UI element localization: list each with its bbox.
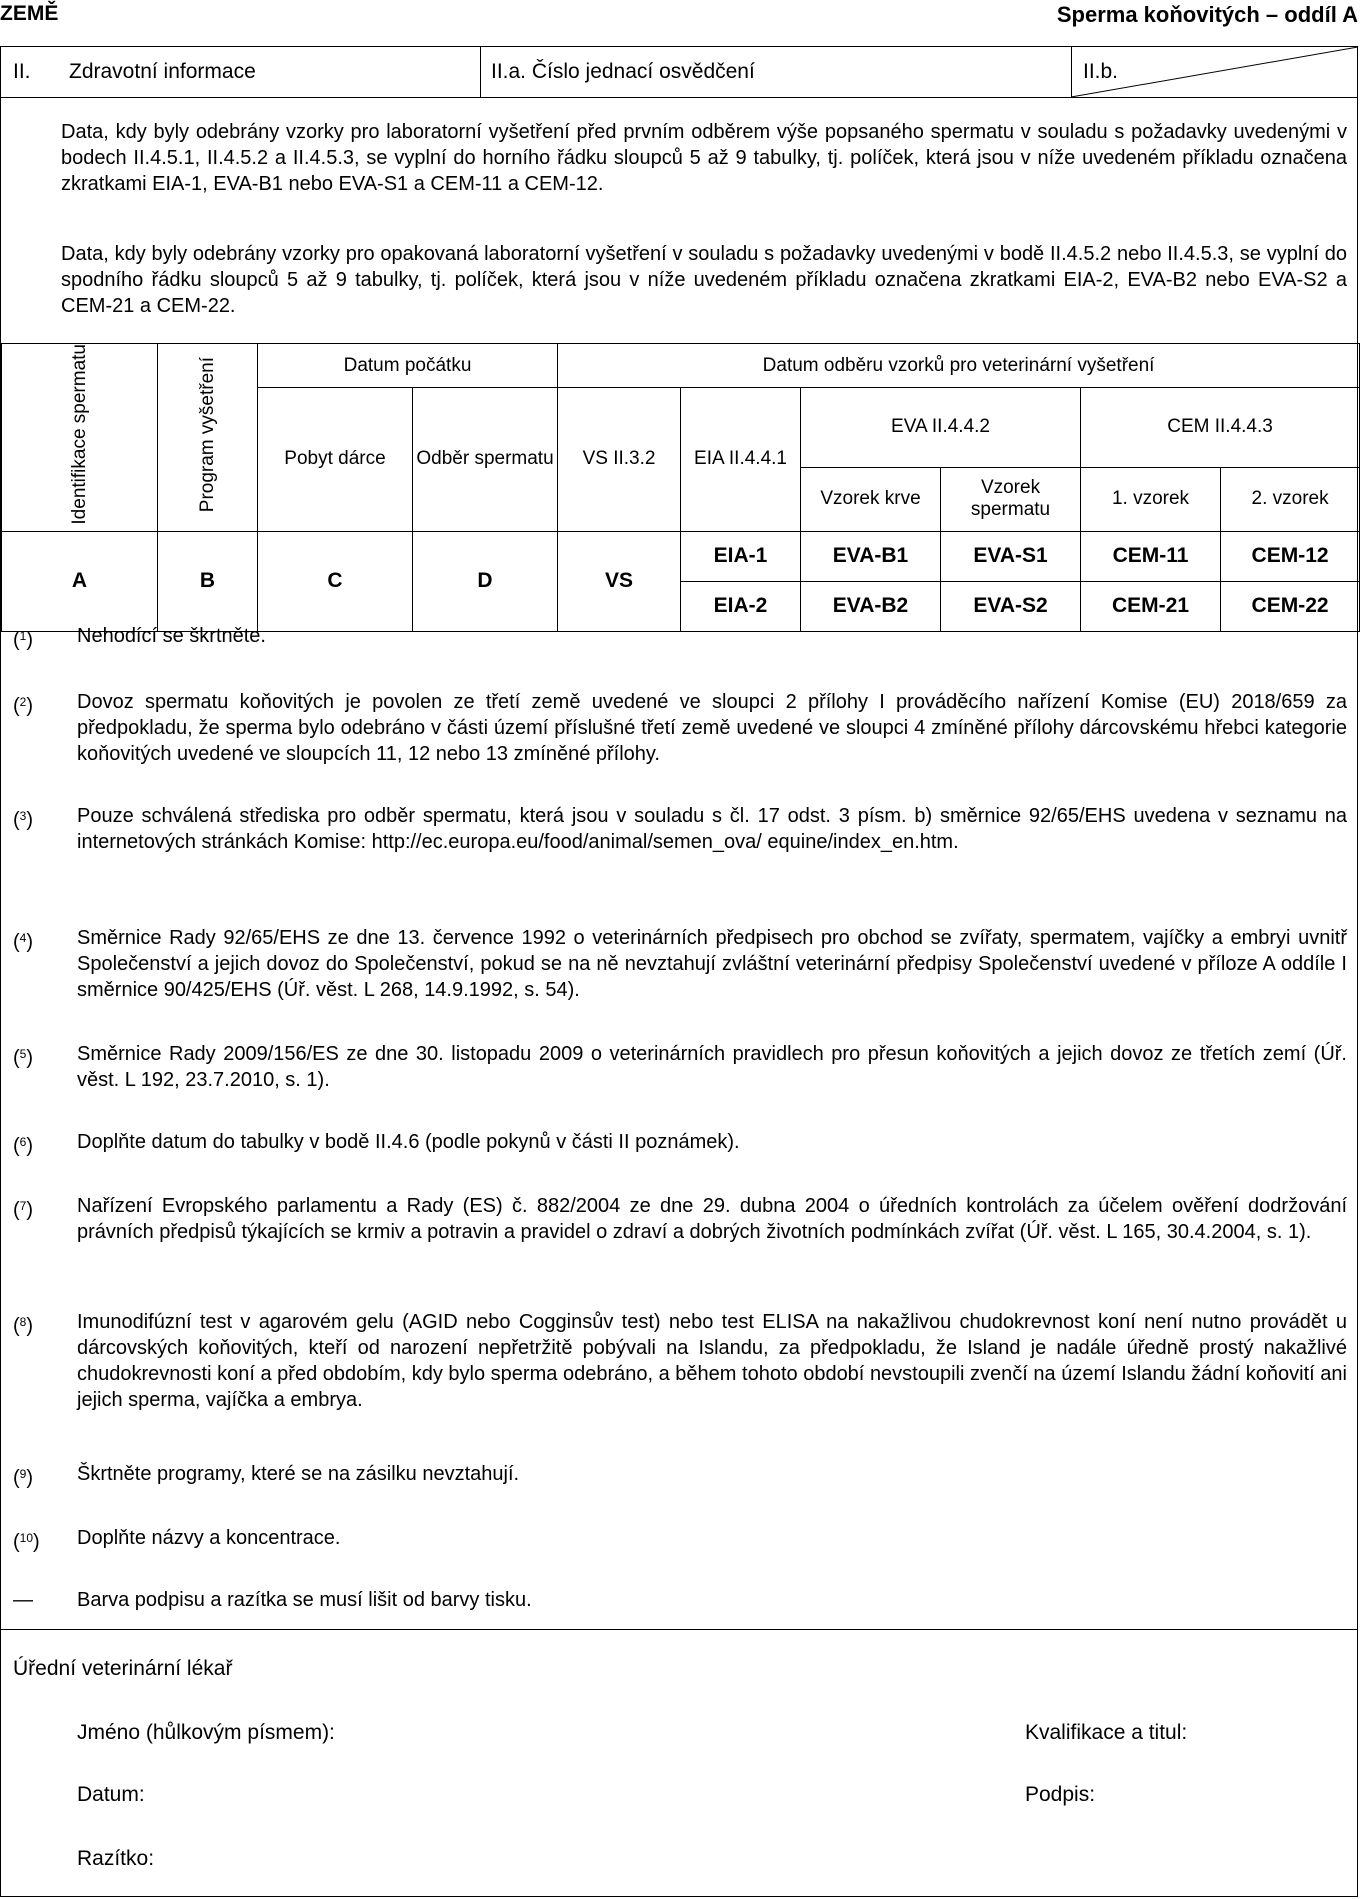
col-program-header: Program vyšetření [158, 344, 258, 532]
name-field-label: Jméno (hůlkovým písmem): [77, 1721, 335, 1744]
sample-cell: CEM-12 [1221, 531, 1360, 581]
date-field-label: Datum: [77, 1783, 145, 1806]
donor-stay-header: Pobyt dárce [258, 388, 413, 532]
vs-header: VS II.3.2 [558, 388, 681, 532]
intro-paragraph-2: Data, kdy byly odebrány vzorky pro opakovaná laboratorní vyšetření v souladu s požadavky uvedenými v bodě II.4.5.2 nebo II.4.5.3, se vyplní do spodního řádku sloupců 5 až 9 tabulky, tj. políček, která jsou v níže uvedeném příkladu označena zkratkami EIA-2, EVA-B2 nebo EVA-S2 a CEM-21 a CEM-22. [61, 243, 1347, 317]
sample-cell: EVA-B2 [801, 581, 941, 631]
semen-sample-header: Vzorek spermatu [941, 467, 1081, 531]
sample-cell: CEM-21 [1081, 581, 1221, 631]
intro-paragraph-1: Data, kdy byly odebrány vzorky pro laboratorní vyšetření před prvním odběrem výše popsaného spermatu v souladu s požadavky uvedenými v bodech II.4.5.1, II.4.5.2 a II.4.5.3, se vyplní do horního řádku sloupců 5 až 9 tabulky, tj. políček, která jsou v níže uvedeném příkladu označena zkratkami EIA-1, EVA-B1 nebo EVA-S1 a CEM-11 a CEM-12. [61, 121, 1347, 195]
code-cell: A [2, 531, 158, 631]
ref-b-label: II.b. [1083, 60, 1119, 83]
qualification-field-label: Kvalifikace a titul: [1025, 1721, 1188, 1744]
blood-sample-header: Vzorek krve [801, 467, 941, 531]
sample-cell: EVA-B1 [801, 531, 941, 581]
eia-header: EIA II.4.4.1 [681, 388, 801, 532]
country-label: ZEMĚ [0, 2, 59, 25]
certificate-title: Sperma koňovitých – oddíl A [1056, 2, 1358, 27]
certificate-frame: II. Zdravotní informace II.a. Číslo jednací osvědčení II.b. Data, kdy byly odebrány vzorky pro laboratorní vyšetření před prvním odběrem výše popsaného spermatu v souladu s požadavky uvedenými v bodech II.4.5.1, II.4.5.2 a II.4.5.3, se vyplní do horního řádku sloupců 5 až 9 tabulky, tj. políček, která jsou v níže uvedeném příkladu označena zkratkami EIA-1, EVA-B1 nebo EVA-S1 a CEM-11 a CEM-12. Data, kdy byly odebrány vzorky pro opakovaná laboratorní vyšetření v souladu s požadavky uvedenými v bodě II.4.5.2 nebo II.4.5.3, se vyplní do spodního řádku sloupců 5 až 9 tabulky, tj. políček, která jsou v níže uvedeném příkladu označena zkratkami EIA-2, EVA-B2 nebo EVA-S2 a CEM-21 a CEM-22. Identifikace spermatu Program vyšetření Datum počátku Datum odběru vzorků pro veterinární vyšetření Pobyt dárce Odběr spermatu VS II.3.2 EIA II.4.4.1 EVA II.4.4.2 CEM II.4.4.3 Vzorek krve Vzorek spermatu 1. vzorek 2. vzorek A B C D VS EIA-1 EVA-B1 EVA-S1 CEM-11 CEM-12 EIA-2 EVA-B2 EVA-S2 CEM-21 CEM-22 ($^1$) Nehodící se škrtněte. ($^2$) Dovoz spermatu koňovitých je povolen ze třetí země uvedené ve sloupci 2 přílohy I prováděcího nařízení Komise (EU) 2018/659 za předpokladu, že sperma bylo odebráno v části území příslušné třetí země uvedené ve sloupci 4 zmíněné přílohy dárcovskému hřebci kategorie koňovitých uvedené ve sloupcích 11, 12 nebo 13 zmíněné přílohy. ($^3$) Pouze schválená střediska pro odběr spermatu, která jsou v souladu s čl. 17 odst. 3 písm. b) směrnice 92/65/EHS uvedena v seznamu na internetových stránkách Komise: http://ec.europa.eu/food/animal/semen_ova/ equine/index_en.htm. ($^4$) Směrnice Rady 92/65/EHS ze dne 13. července 1992 o veterinárních předpisech pro obchod se zvířaty, spermatem, vajíčky a embryi uvnitř Společenství a jejich dovoz do Společenství, pokud se na ně nevztahují zvláštní veterinární předpisy Společenství uvedené v příloze A oddíle I směrnice 90/425/EHS (Úř. věst. L 268, 14.9.1992, s. 54). ($^5$) Směrnice Rady 2009/156/ES ze dne 30. listopadu 2009 o veterinárních pravidlech pro přesun koňovitých a jejich dovoz ze třetích zemí (Úř. věst. L 192, 23.7.2010, s. 1). ($^6$) Doplňte datum do tabulky v bodě II.4.6 (podle pokynů v části II poznámek). ($^7$) Nařízení Evropského parlamentu a Rady (ES) č. 882/2004 ze dne 29. dubna 2004 o úředních kontrolách za účelem ověření dodržování právních předpisů týkajících se krmiv a potravin a pravidel o zdraví a dobrých životních podmínkách zvířat (Úř. věst. L 165, 30.4.2004, s. 1). ($^8$) Imunodifúzní test v agarovém gelu (AGID nebo Cogginsův test) nebo test ELISA na nakažlivou chudokrevnost koní není nutno provádět u dárcovských koňovitých, kteří od narození nepřetržitě pobývali na Islandu, za předpokladu, že Island je nadále úředně prostý nakažlivé chudokrevnosti koní a před obdobím, kdy bylo sperma odebráno, a během tohoto období nevstoupili zvenčí na území Islandu žádní koňovití ani jejich sperma, vajíčka a embrya. ($^9$) Škrtněte programy, které se na zásilku nevztahují. ($^{10}$) Doplňte názvy a koncentrace. — Barva podpisu a razítka se musí lišit od barvy tisku. Úřední veterinární lékař Jméno (hůlkovým písmem): Kvalifikace a titul: Datum: Podpis: Razítko: [0, 46, 1358, 1897]
sample-cell: CEM-11 [1081, 531, 1221, 581]
code-cell: C [258, 531, 413, 631]
official-vet-title: Úřední veterinární lékař [13, 1657, 233, 1680]
second-sample-header: 2. vzorek [1221, 467, 1360, 531]
sample-cell: EIA-1 [681, 531, 801, 581]
reference-number-label: II.a. Číslo jednací osvědčení [491, 60, 755, 83]
signature-field-label: Podpis: [1025, 1783, 1096, 1806]
eva-header: EVA II.4.4.2 [801, 388, 1081, 468]
col-identification-header: Identifikace spermatu [2, 344, 158, 532]
sample-cell: EIA-2 [681, 581, 801, 631]
stamp-field-label: Razítko: [77, 1847, 155, 1870]
code-cell: VS [558, 531, 681, 631]
divider [480, 47, 481, 97]
semen-collection-header: Odběr spermatu [413, 388, 558, 532]
start-date-header: Datum počátku [258, 344, 558, 388]
cem-header: CEM II.4.4.3 [1081, 388, 1360, 468]
sample-cell: EVA-S2 [941, 581, 1081, 631]
first-sample-header: 1. vzorek [1081, 467, 1221, 531]
sample-cell: EVA-S1 [941, 531, 1081, 581]
sampling-table [1, 343, 1360, 632]
sampling-date-header: Datum odběru vzorků pro veterinární vyšetření [558, 344, 1360, 388]
code-cell: B [158, 531, 258, 631]
sample-cell: CEM-22 [1221, 581, 1360, 631]
code-cell: D [413, 531, 558, 631]
section-label: Zdravotní informace [69, 60, 256, 83]
diagonal-strike [1071, 47, 1358, 97]
signature-separator [1, 1629, 1357, 1630]
section-number: II. [13, 60, 31, 83]
section-bar [1, 47, 1357, 98]
